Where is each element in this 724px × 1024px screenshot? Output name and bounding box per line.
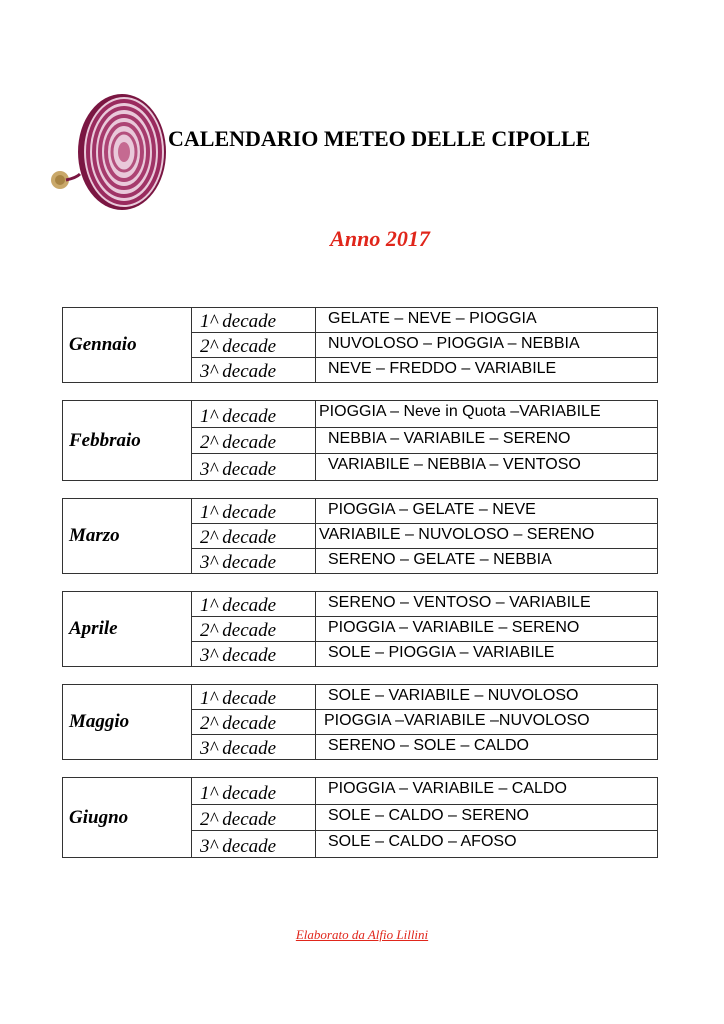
decade-row xyxy=(192,401,657,428)
weather-forecast: NUVOLOSO – PIOGGIA – NEBBIA xyxy=(328,335,580,352)
decade-row xyxy=(192,549,657,573)
month-name: Giugno xyxy=(63,778,192,857)
author-credit-link[interactable]: Elaborato da Alfio Lillini xyxy=(295,927,429,942)
decade-row xyxy=(192,735,657,759)
weather-forecast: SERENO – GELATE – NEBBIA xyxy=(328,551,552,568)
weather-forecast: SERENO – VENTOSO – VARIABILE xyxy=(328,594,591,611)
decade-row xyxy=(192,710,657,735)
weather-forecast: PIOGGIA –VARIABILE –NUVOLOSO xyxy=(324,712,590,729)
month-name: Maggio xyxy=(63,685,192,759)
decade-label: 2^ decade xyxy=(192,617,316,641)
page-title: CALENDARIO METEO DELLE CIPOLLE xyxy=(168,126,591,151)
year-heading: Anno 2017 xyxy=(330,226,430,251)
decade-label: 2^ decade xyxy=(192,805,316,831)
weather-forecast: NEBBIA – VARIABILE – SERENO xyxy=(328,429,571,447)
decade-label: 3^ decade xyxy=(192,454,316,480)
weather-forecast: SOLE – CALDO – SERENO xyxy=(328,806,529,824)
month-name: Marzo xyxy=(63,499,192,573)
decade-label: 3^ decade xyxy=(192,549,316,573)
decade-label: 3^ decade xyxy=(192,735,316,759)
weather-forecast: SERENO – SOLE – CALDO xyxy=(328,737,529,754)
month-table-febbraio xyxy=(62,400,658,481)
decade-row xyxy=(192,454,657,480)
month-table-aprile xyxy=(62,591,658,667)
month-name: Aprile xyxy=(63,592,192,666)
decade-row xyxy=(192,499,657,524)
decade-row xyxy=(192,358,657,382)
decade-row xyxy=(192,592,657,617)
decade-row xyxy=(192,778,657,805)
decade-label: 1^ decade xyxy=(192,592,316,616)
decade-row xyxy=(192,831,657,857)
weather-forecast: SOLE – VARIABILE – NUVOLOSO xyxy=(328,687,579,704)
decade-label: 1^ decade xyxy=(192,778,316,804)
month-table-maggio xyxy=(62,684,658,760)
decade-label: 2^ decade xyxy=(192,524,316,548)
decade-row xyxy=(192,642,657,666)
month-table-gennaio xyxy=(62,307,658,383)
decade-label: 1^ decade xyxy=(192,401,316,427)
weather-forecast: VARIABILE – NEBBIA – VENTOSO xyxy=(328,456,581,474)
red-onion-half-icon xyxy=(46,90,168,222)
weather-forecast: NEVE – FREDDO – VARIABILE xyxy=(328,360,557,377)
decade-row xyxy=(192,428,657,455)
decade-label: 3^ decade xyxy=(192,642,316,666)
decade-label: 1^ decade xyxy=(192,499,316,523)
decade-label: 3^ decade xyxy=(192,831,316,857)
weather-forecast: GELATE – NEVE – PIOGGIA xyxy=(328,310,537,327)
decade-row xyxy=(192,685,657,710)
decade-label: 2^ decade xyxy=(192,333,316,357)
month-name: Febbraio xyxy=(63,401,192,480)
month-table-giugno xyxy=(62,777,658,858)
decade-label: 2^ decade xyxy=(192,710,316,734)
decade-label: 3^ decade xyxy=(192,358,316,382)
decade-label: 1^ decade xyxy=(192,685,316,709)
decade-row xyxy=(192,617,657,642)
weather-forecast: SOLE – CALDO – AFOSO xyxy=(328,833,517,851)
decade-row xyxy=(192,333,657,358)
month-name: Gennaio xyxy=(63,308,192,382)
weather-forecast: PIOGGIA – VARIABILE – SERENO xyxy=(328,619,580,636)
decade-row xyxy=(192,524,657,549)
decade-row xyxy=(192,308,657,333)
weather-forecast: PIOGGIA – GELATE – NEVE xyxy=(328,501,536,518)
weather-forecast: SOLE – PIOGGIA – VARIABILE xyxy=(328,644,555,661)
weather-forecast: VARIABILE – NUVOLOSO – SERENO xyxy=(319,526,595,543)
month-table-marzo xyxy=(62,498,658,574)
months-list xyxy=(62,307,658,875)
decade-label: 2^ decade xyxy=(192,428,316,454)
decade-row xyxy=(192,805,657,832)
weather-forecast: PIOGGIA – VARIABILE – CALDO xyxy=(328,780,567,797)
weather-forecast: PIOGGIA – Neve in Quota –VARIABILE xyxy=(319,403,601,420)
decade-label: 1^ decade xyxy=(192,308,316,332)
